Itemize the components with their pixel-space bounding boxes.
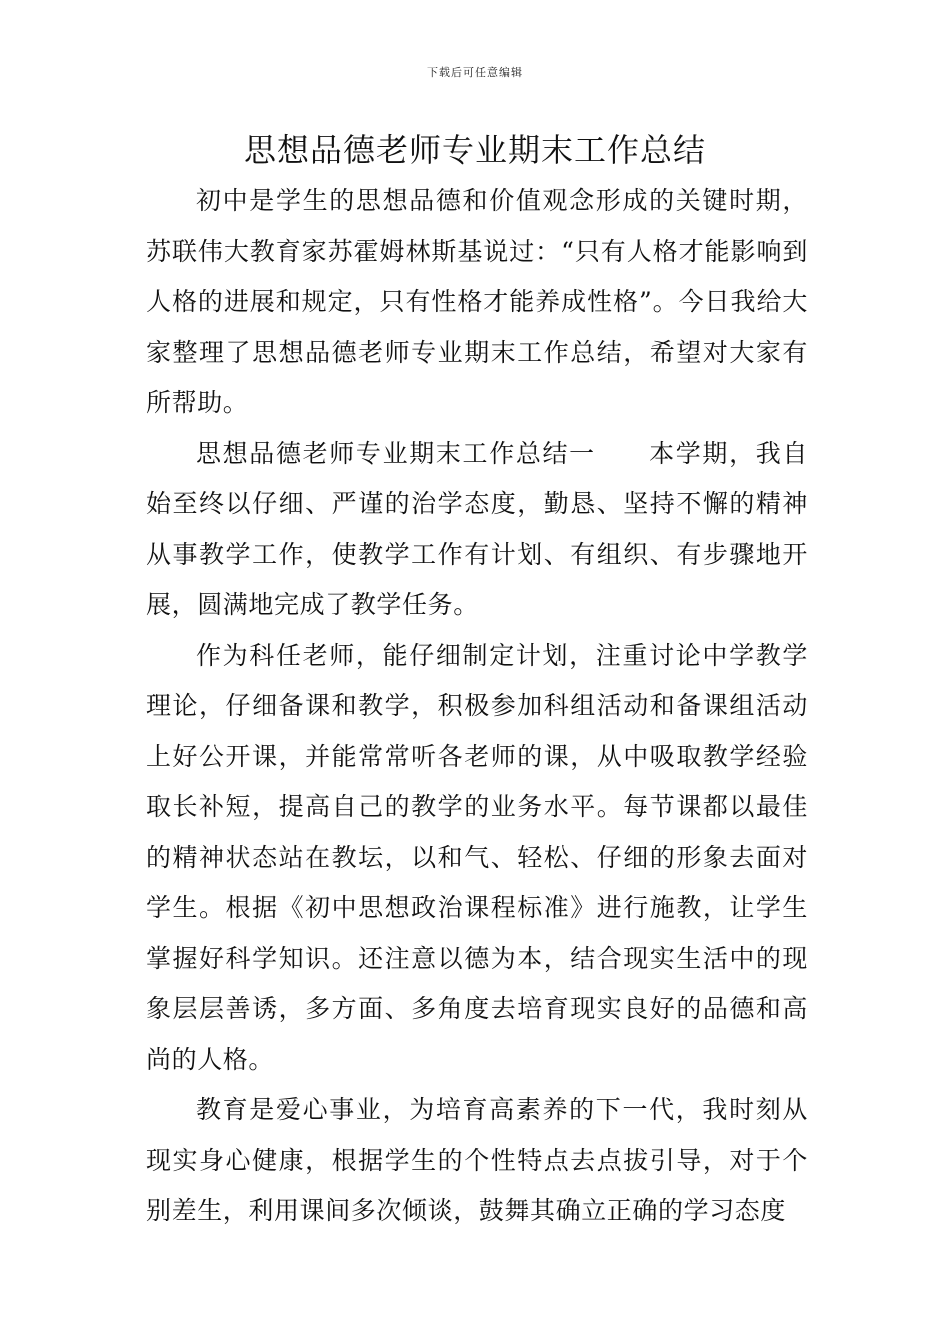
document-body [146,176,808,1237]
paragraph: 教育是爱心事业，为培育高素养的下一代，我时刻从现实身心健康，根据学生的个性特点去点拔引导，对于个别差生，利用课间多次倾谈，鼓舞其确立正确的学习态度 [146,1095,808,1225]
document-title: 思想品德老师专业期末工作总结 [243,131,706,169]
header-note: 下载后可任意编辑 [427,66,523,79]
paragraph: 初中是学生的思想品德和价值观念形成的关键时期，苏联伟大教育家苏霍姆林斯基说过：“只有人格才能影响到人格的进展和规定，只有性格才能养成性格”。今日我给大家整理了思想品德老师专业期末工作总结，希望对大家有所帮助。 [146,186,808,417]
paragraph: 作为科任老师，能仔细制定计划，注重讨论中学教学理论，仔细备课和教学，积极参加科组活动和备课组活动上好公开课，并能常常听各老师的课，从中吸取教学经验取长补短，提高自己的教学的业务水平。每节课都以最佳的精神状态站在教坛，以和气、轻松、仔细的形象去面对学生。根据《初中思想政治课程标准》进行施教，让学生掌握好科学知识。还注意以德为本，结合现实生活中的现象层层善诱，多方面、多角度去培育现实良好的品德和高尚的人格。 [146,640,808,1074]
paragraph: 思想品德老师专业期末工作总结一 本学期，我自始至终以仔细、严谨的治学态度，勤恳、坚持不懈的精神从事教学工作，使教学工作有计划、有组织、有步骤地开展，圆满地完成了教学任务。 [146,438,808,619]
